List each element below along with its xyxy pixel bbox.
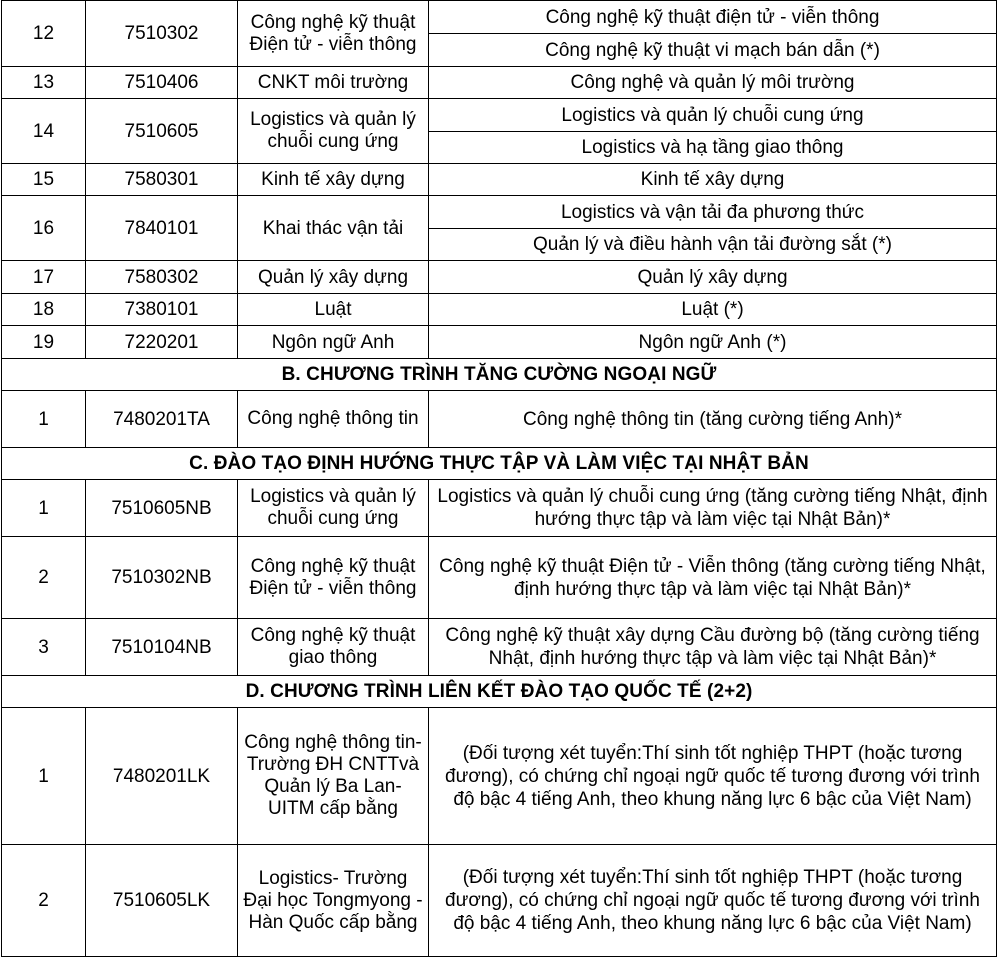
section-header-row	[2, 359, 997, 391]
spec-cell: Logistics và hạ tầng giao thông	[429, 132, 997, 164]
table-row	[2, 99, 997, 132]
major-cell: CNKT môi trường	[238, 67, 429, 99]
stt-cell: 2	[2, 537, 86, 619]
spec-cell: Công nghệ và quản lý môi trường	[429, 67, 997, 99]
spec-cell: Logistics và quản lý chuỗi cung ứng (tăng cường tiếng Nhật, định hướng thực tập và làm việc tại Nhật Bản)*	[429, 480, 997, 537]
table-row	[2, 261, 997, 294]
code-cell: 7510605	[86, 99, 238, 164]
major-cell: Logistics và quản lý chuỗi cung ứng	[238, 480, 429, 537]
major-cell: Quản lý xây dựng	[238, 261, 429, 294]
table-row	[2, 619, 997, 676]
table-row	[2, 480, 997, 537]
spec-cell: Ngôn ngữ Anh (*)	[429, 326, 997, 359]
spec-cell: Logistics và vận tải đa phương thức	[429, 196, 997, 229]
major-cell: Công nghệ thông tin- Trường ĐH CNTTvà Quản lý Ba Lan- UITM cấp bằng	[238, 708, 429, 845]
table-row	[2, 391, 997, 448]
major-cell: Logistics và quản lý chuỗi cung ứng	[238, 99, 429, 164]
stt-cell: 1	[2, 480, 86, 537]
spec-cell: Logistics và quản lý chuỗi cung ứng	[429, 99, 997, 132]
table-row	[2, 708, 997, 845]
major-cell: Luật	[238, 294, 429, 326]
code-cell: 7220201	[86, 326, 238, 359]
spec-cell: Luật (*)	[429, 294, 997, 326]
code-cell: 7510104NB	[86, 619, 238, 676]
stt-cell: 19	[2, 326, 86, 359]
major-cell: Công nghệ kỹ thuật Điện tử - viễn thông	[238, 1, 429, 67]
major-cell: Công nghệ kỹ thuật giao thông	[238, 619, 429, 676]
stt-cell: 14	[2, 99, 86, 164]
table-row	[2, 537, 997, 619]
code-cell: 7510406	[86, 67, 238, 99]
stt-cell: 18	[2, 294, 86, 326]
table-row	[2, 1, 997, 34]
table-row	[2, 845, 997, 957]
section-d-title: D. CHƯƠNG TRÌNH LIÊN KẾT ĐÀO TẠO QUỐC TẾ (2+2)	[2, 676, 997, 708]
spec-cell: Công nghệ kỹ thuật xây dựng Cầu đường bộ (tăng cường tiếng Nhật, định hướng thực tập và làm việc tại Nhật Bản)*	[429, 619, 997, 676]
code-cell: 7580302	[86, 261, 238, 294]
majors-table	[1, 0, 997, 957]
code-cell: 7380101	[86, 294, 238, 326]
stt-cell: 17	[2, 261, 86, 294]
table-row	[2, 294, 997, 326]
section-header-row	[2, 676, 997, 708]
stt-cell: 3	[2, 619, 86, 676]
spec-cell: Kinh tế xây dựng	[429, 164, 997, 196]
spec-cell: (Đối tượng xét tuyển:Thí sinh tốt nghiệp THPT (hoặc tương đương), có chứng chỉ ngoại ngữ quốc tế tương đương với trình độ bậc 4 tiếng Anh, theo khung năng lực 6 bậc của Việt Nam)	[429, 708, 997, 845]
code-cell: 7840101	[86, 196, 238, 261]
code-cell: 7580301	[86, 164, 238, 196]
spec-cell: Quản lý và điều hành vận tải đường sắt (*)	[429, 229, 997, 261]
major-cell: Kinh tế xây dựng	[238, 164, 429, 196]
major-cell: Công nghệ kỹ thuật Điện tử - viễn thông	[238, 537, 429, 619]
table-row	[2, 67, 997, 99]
code-cell: 7510302	[86, 1, 238, 67]
stt-cell: 16	[2, 196, 86, 261]
table-row	[2, 326, 997, 359]
code-cell: 7510302NB	[86, 537, 238, 619]
code-cell: 7510605NB	[86, 480, 238, 537]
spec-cell: Công nghệ kỹ thuật điện tử - viễn thông	[429, 1, 997, 34]
section-header-row	[2, 448, 997, 480]
code-cell: 7510605LK	[86, 845, 238, 957]
spec-cell: Công nghệ kỹ thuật vi mạch bán dẫn (*)	[429, 34, 997, 67]
section-b-title: B. CHƯƠNG TRÌNH TĂNG CƯỜNG NGOẠI NGỮ	[2, 359, 997, 391]
major-cell: Công nghệ thông tin	[238, 391, 429, 448]
stt-cell: 13	[2, 67, 86, 99]
major-cell: Khai thác vận tải	[238, 196, 429, 261]
major-cell: Ngôn ngữ Anh	[238, 326, 429, 359]
stt-cell: 1	[2, 708, 86, 845]
section-c-title: C. ĐÀO TẠO ĐỊNH HƯỚNG THỰC TẬP VÀ LÀM VIỆC TẠI NHẬT BẢN	[2, 448, 997, 480]
table-row	[2, 164, 997, 196]
stt-cell: 1	[2, 391, 86, 448]
spec-cell: Công nghệ thông tin (tăng cường tiếng Anh)*	[429, 391, 997, 448]
major-cell: Logistics- Trường Đại học Tongmyong - Hàn Quốc cấp bằng	[238, 845, 429, 957]
code-cell: 7480201TA	[86, 391, 238, 448]
code-cell: 7480201LK	[86, 708, 238, 845]
stt-cell: 2	[2, 845, 86, 957]
stt-cell: 12	[2, 1, 86, 67]
table-row	[2, 196, 997, 229]
spec-cell: Công nghệ kỹ thuật Điện tử - Viễn thông (tăng cường tiếng Nhật, định hướng thực tập và làm việc tại Nhật Bản)*	[429, 537, 997, 619]
spec-cell: (Đối tượng xét tuyển:Thí sinh tốt nghiệp THPT (hoặc tương đương), có chứng chỉ ngoại ngữ quốc tế tương đương với trình độ bậc 4 tiếng Anh, theo khung năng lực 6 bậc của Việt Nam)	[429, 845, 997, 957]
spec-cell: Quản lý xây dựng	[429, 261, 997, 294]
stt-cell: 15	[2, 164, 86, 196]
